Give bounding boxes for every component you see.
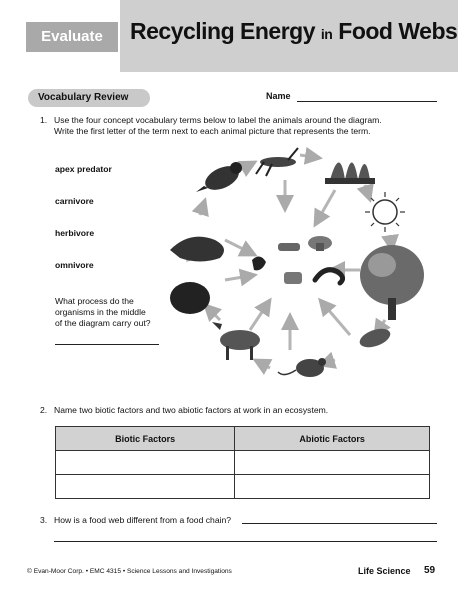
process-question-line2: organisms in the middle xyxy=(55,307,146,317)
footer-copyright: © Evan-Moor Corp. • EMC 4315 • Science Lessons and Investigations xyxy=(27,568,232,575)
question1-number: 1. xyxy=(40,115,48,125)
title-in: in xyxy=(320,26,333,42)
table-row xyxy=(56,451,430,475)
tree-icon xyxy=(360,245,424,320)
evaluate-tab: Evaluate xyxy=(26,22,118,52)
name-field[interactable] xyxy=(297,101,437,102)
question3-answer-line2[interactable] xyxy=(54,541,437,542)
table-row xyxy=(56,475,430,499)
question3-text: How is a food web different from a food chain? xyxy=(54,515,232,525)
worm-icon xyxy=(315,270,343,283)
page-header xyxy=(0,0,458,72)
snail-icon xyxy=(357,325,393,351)
biotic-cell-1[interactable] xyxy=(56,451,235,475)
footer-subject: Life Science xyxy=(358,566,411,576)
table-header-row xyxy=(56,427,430,451)
abiotic-factors-header: Abiotic Factors xyxy=(235,427,430,451)
food-web-diagram xyxy=(160,140,428,390)
question2-number: 2. xyxy=(40,405,48,415)
question1-line2: Write the first letter of the term next to each animal picture that represents the term. xyxy=(54,126,371,136)
question1-line1: Use the four concept vocabulary terms below to label the animals around the diagram. xyxy=(54,115,382,125)
grasshopper-icon xyxy=(256,148,298,176)
abiotic-cell-2[interactable] xyxy=(235,475,430,499)
question2-text: Name two biotic factors and two abiotic factors at work in an ecosystem. xyxy=(54,405,329,415)
title-part2: Food Webs xyxy=(338,18,458,44)
vocabulary-review-label: Vocabulary Review xyxy=(28,89,150,107)
snake-icon xyxy=(170,237,224,262)
porcupine-icon xyxy=(170,282,210,314)
name-label: Name xyxy=(266,91,291,101)
question3-answer-line1[interactable] xyxy=(242,523,437,524)
bird-icon xyxy=(196,161,243,194)
term-omnivore: omnivore xyxy=(55,260,94,270)
term-apex-predator: apex predator xyxy=(55,164,112,174)
process-answer-field[interactable] xyxy=(55,344,159,345)
biotic-factors-header: Biotic Factors xyxy=(56,427,235,451)
question3-number: 3. xyxy=(40,515,48,525)
decomposer-icon xyxy=(278,243,302,284)
page-number: 59 xyxy=(424,565,436,576)
page-title xyxy=(130,18,457,45)
beetle-icon xyxy=(252,256,266,270)
sun-icon xyxy=(365,192,405,232)
mushroom-icon xyxy=(308,236,332,251)
abiotic-cell-1[interactable] xyxy=(235,451,430,475)
term-herbivore: herbivore xyxy=(55,228,95,238)
biotic-cell-2[interactable] xyxy=(56,475,235,499)
process-question-line1: What process do the xyxy=(55,296,134,306)
title-part1: Recycling Energy xyxy=(130,18,316,44)
term-carnivore: carnivore xyxy=(55,196,94,206)
mouse-icon xyxy=(278,358,326,377)
grass-icon xyxy=(325,163,375,185)
factors-table xyxy=(55,426,430,499)
process-question-line3: of the diagram carry out? xyxy=(55,318,151,328)
